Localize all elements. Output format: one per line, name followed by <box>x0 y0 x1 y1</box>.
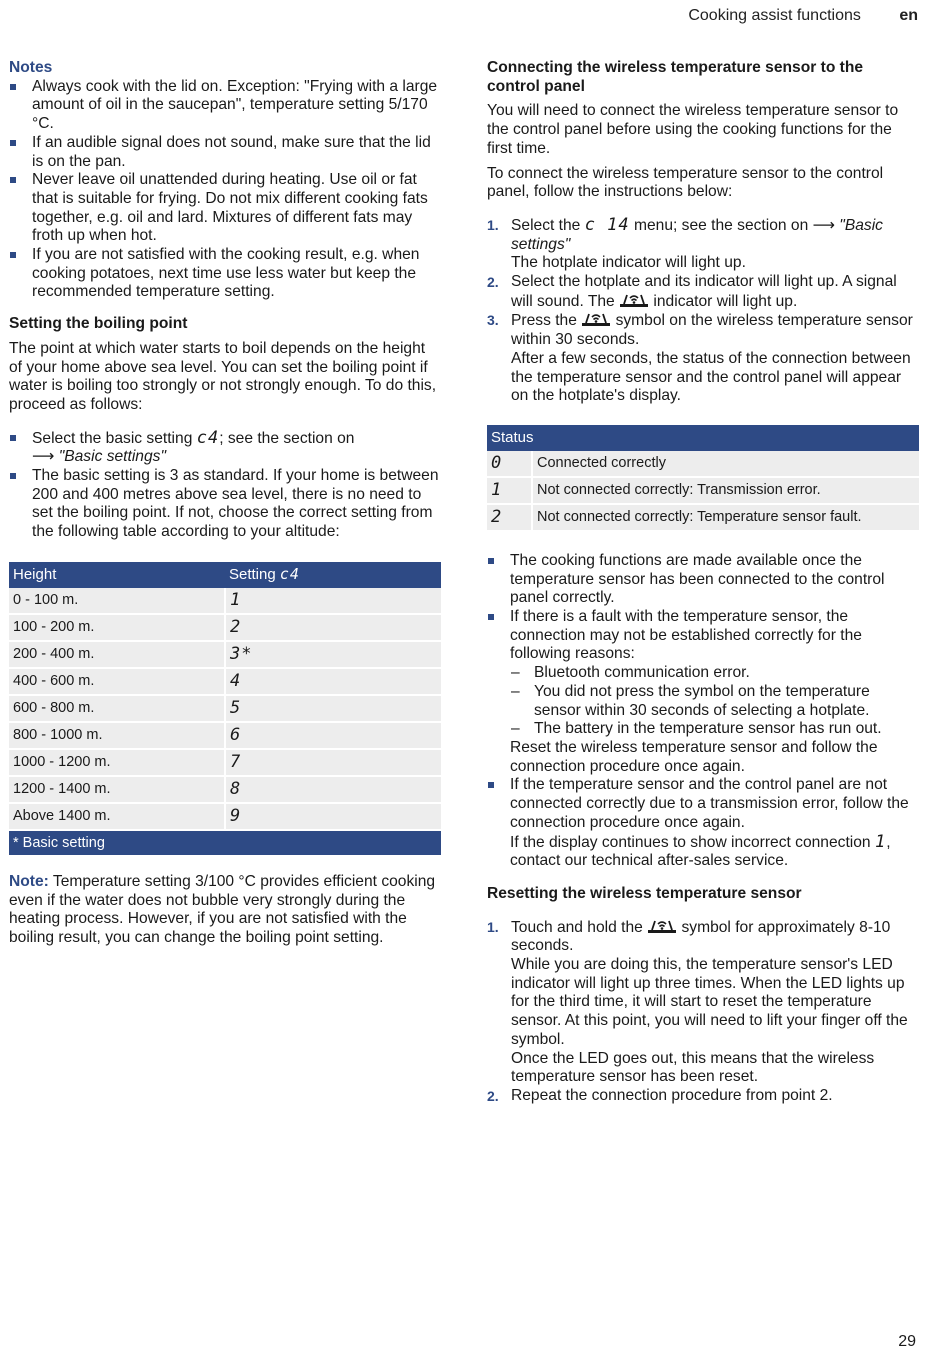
boiling-steps-list <box>9 429 441 542</box>
list-item <box>9 429 441 467</box>
display-code: c 14 <box>584 214 630 235</box>
list-item <box>487 608 919 776</box>
step-text: menu; see the section on <box>634 216 809 234</box>
bullet-text: If the temperature sensor and the control panel are not connected correctly due to a transmission error, follow the connection procedure once again. <box>510 776 909 831</box>
display-code: c4 <box>279 565 300 584</box>
bullet-text: If there is a fault with the temperature sensor, the connection may not be established correctly for the following reasons: <box>510 608 862 663</box>
status-code: 2 <box>487 504 532 531</box>
column-header-height: Height <box>9 562 225 588</box>
status-text: Not connected correctly: Temperature sensor fault. <box>532 504 919 531</box>
list-item <box>487 273 919 311</box>
bullet-subtext: , contact our technical after-sales service. <box>510 833 891 870</box>
setting-cell: 1 <box>225 588 441 614</box>
list-item: If you are not satisfied with the cooking result, e.g. when cooking potatoes, next time use less water but keep the recommended temperature setting. <box>9 246 441 302</box>
height-cell: 100 - 200 m. <box>9 614 225 641</box>
table-row <box>487 451 919 477</box>
step-text: Select the hotplate and its indicator will light up. A signal will sound. The <box>511 273 897 310</box>
boiling-point-paragraph: The point at which water starts to boil depends on the height of your home above sea level. You can set the boiling point if water is boiling too strongly or not strongly enough. To do this, proceed as follows: <box>9 339 437 413</box>
wireless-sensor-icon <box>581 311 611 327</box>
step-text: Touch and hold the <box>511 918 643 936</box>
connect-paragraph: You will need to connect the wireless temperature sensor to the control panel before using the cooking functions for the first time. <box>487 102 899 157</box>
wireless-sensor-icon <box>647 918 677 934</box>
status-header: Status <box>487 425 919 451</box>
table-row <box>487 504 919 531</box>
step-number: 2. <box>487 1087 499 1104</box>
bullet-subtext: Reset the wireless temperature sensor and follow the connection procedure once again. <box>510 738 878 775</box>
list-item: If an audible signal does not sound, make sure that the lid is on the pan. <box>9 134 441 171</box>
list-item: – The battery in the temperature sensor has run out. <box>510 720 919 739</box>
connection-notes-list <box>487 552 919 871</box>
table-row <box>9 588 441 614</box>
step-number: 1. <box>487 918 499 935</box>
table-footnote: * Basic setting <box>9 830 441 856</box>
wireless-sensor-icon <box>619 292 649 308</box>
section-title: Cooking assist functions <box>688 7 861 24</box>
setting-cell: 6 <box>225 722 441 749</box>
height-cell: 1000 - 1200 m. <box>9 749 225 776</box>
height-cell: 200 - 400 m. <box>9 641 225 668</box>
bullet-text: Select the basic setting <box>32 429 193 447</box>
step-text: symbol on the wireless temperature sensor within 30 seconds. <box>511 312 913 349</box>
boiling-point-table <box>9 562 441 857</box>
connect-steps-list <box>487 216 919 406</box>
height-cell: Above 1400 m. <box>9 803 225 830</box>
boiling-point-heading: Setting the boiling point <box>9 315 188 333</box>
table-row <box>9 722 441 749</box>
setting-cell: 8 <box>225 776 441 803</box>
table-row <box>9 803 441 830</box>
step-number: 2. <box>487 274 499 291</box>
bullet-subtext: If the display continues to show incorrect connection <box>510 833 871 851</box>
note-label: Note: <box>9 872 49 890</box>
setting-cell: 5 <box>225 695 441 722</box>
table-row <box>9 641 441 668</box>
setting-cell: 3* <box>225 641 441 668</box>
left-column <box>9 59 441 948</box>
table-row <box>9 695 441 722</box>
table-row <box>487 477 919 504</box>
setting-cell: 9 <box>225 803 441 830</box>
step-number: 3. <box>487 312 499 329</box>
column-header-setting <box>225 562 441 588</box>
step-subtext: Once the LED goes out, this means that the wireless temperature sensor has been reset. <box>511 1049 875 1086</box>
step-number: 1. <box>487 216 499 233</box>
bullet-text: ; see the section on <box>219 429 355 447</box>
status-code: 0 <box>487 451 532 477</box>
basic-settings-link[interactable]: "Basic settings" <box>511 216 883 253</box>
reset-heading: Resetting the wireless temperature sensor <box>487 884 802 902</box>
status-text: Not connected correctly: Transmission error. <box>532 477 919 504</box>
status-table <box>487 425 919 532</box>
right-column <box>487 59 919 1106</box>
reasons-list <box>510 664 919 739</box>
language-code: en <box>899 7 918 24</box>
list-item: Always cook with the lid on. Exception: "Frying with a large amount of oil in the saucepan", temperature setting 5/170 °C. <box>9 78 441 134</box>
step-text: Press the <box>511 312 577 330</box>
note-paragraph <box>9 873 441 948</box>
height-cell: 800 - 1000 m. <box>9 722 225 749</box>
step-subtext: The hotplate indicator will light up. <box>511 254 746 272</box>
display-code: c4 <box>196 427 220 448</box>
connect-paragraph: To connect the wireless temperature sensor to the control panel, follow the instructions below: <box>487 164 884 201</box>
table-row <box>9 776 441 803</box>
right-arrow-icon: ⟶ <box>32 448 55 466</box>
setting-cell: 4 <box>225 668 441 695</box>
table-row <box>9 749 441 776</box>
list-item <box>487 216 919 273</box>
list-item <box>487 776 919 871</box>
list-item <box>487 311 919 406</box>
table-row <box>9 668 441 695</box>
list-item: The cooking functions are made available once the temperature sensor has been connected to the control panel correctly. <box>487 552 919 608</box>
list-item <box>487 1087 919 1106</box>
step-text: indicator will light up. <box>653 292 798 310</box>
table-row <box>9 614 441 641</box>
note-text: Temperature setting 3/100 °C provides efficient cooking even if the water does not bubble very strongly during the heating process. However, if you are not satisfied with the boiling result, you can change the boiling point setting. <box>9 872 436 946</box>
setting-cell: 2 <box>225 614 441 641</box>
status-code: 1 <box>487 477 532 504</box>
right-arrow-icon: ⟶ <box>812 216 835 234</box>
height-cell: 600 - 800 m. <box>9 695 225 722</box>
list-item: – Bluetooth communication error. <box>510 664 919 683</box>
step-subtext: While you are doing this, the temperature sensor's LED indicator will light up three times. When the LED lights up for the third time, it will start to reset the temperature sensor. At this point, you will need to lift your finger off the symbol. <box>511 956 908 1048</box>
page-number: 29 <box>898 1333 916 1351</box>
page-header <box>688 7 918 26</box>
display-code: 1 <box>874 831 887 852</box>
status-text: Connected correctly <box>532 451 919 477</box>
height-cell: 0 - 100 m. <box>9 588 225 614</box>
reset-steps-list <box>487 918 919 1106</box>
setting-cell: 7 <box>225 749 441 776</box>
step-text: Select the <box>511 216 581 234</box>
list-item <box>487 918 919 1087</box>
connect-heading: Connecting the wireless temperature sensor to the control panel <box>487 59 864 95</box>
height-cell: 400 - 600 m. <box>9 668 225 695</box>
notes-title: Notes <box>9 59 53 76</box>
setting-label: Setting <box>229 566 276 584</box>
list-item: The basic setting is 3 as standard. If your home is between 200 and 400 metres above sea level, there is no need to set the boiling point. If not, choose the correct setting from the following table according to your altitude: <box>9 467 441 542</box>
step-text: symbol for approximately 8-10 seconds. <box>511 918 891 955</box>
notes-list <box>9 78 441 302</box>
list-item: – You did not press the symbol on the temperature sensor within 30 seconds of selecting a hotplate. <box>510 683 919 720</box>
basic-settings-link[interactable]: "Basic settings" <box>58 448 166 466</box>
step-subtext: After a few seconds, the status of the connection between the temperature sensor and the control panel will appear on the hotplate's display. <box>511 349 911 405</box>
list-item: Never leave oil unattended during heating. Use oil or fat that is suitable for frying. Do not mix different cooking fats together, e.g. oil and lard. Mixtures of different fats may froth up when hot. <box>9 171 441 246</box>
height-cell: 1200 - 1400 m. <box>9 776 225 803</box>
table-footnote-row <box>9 830 441 856</box>
step-text: Repeat the connection procedure from point 2. <box>511 1086 833 1104</box>
